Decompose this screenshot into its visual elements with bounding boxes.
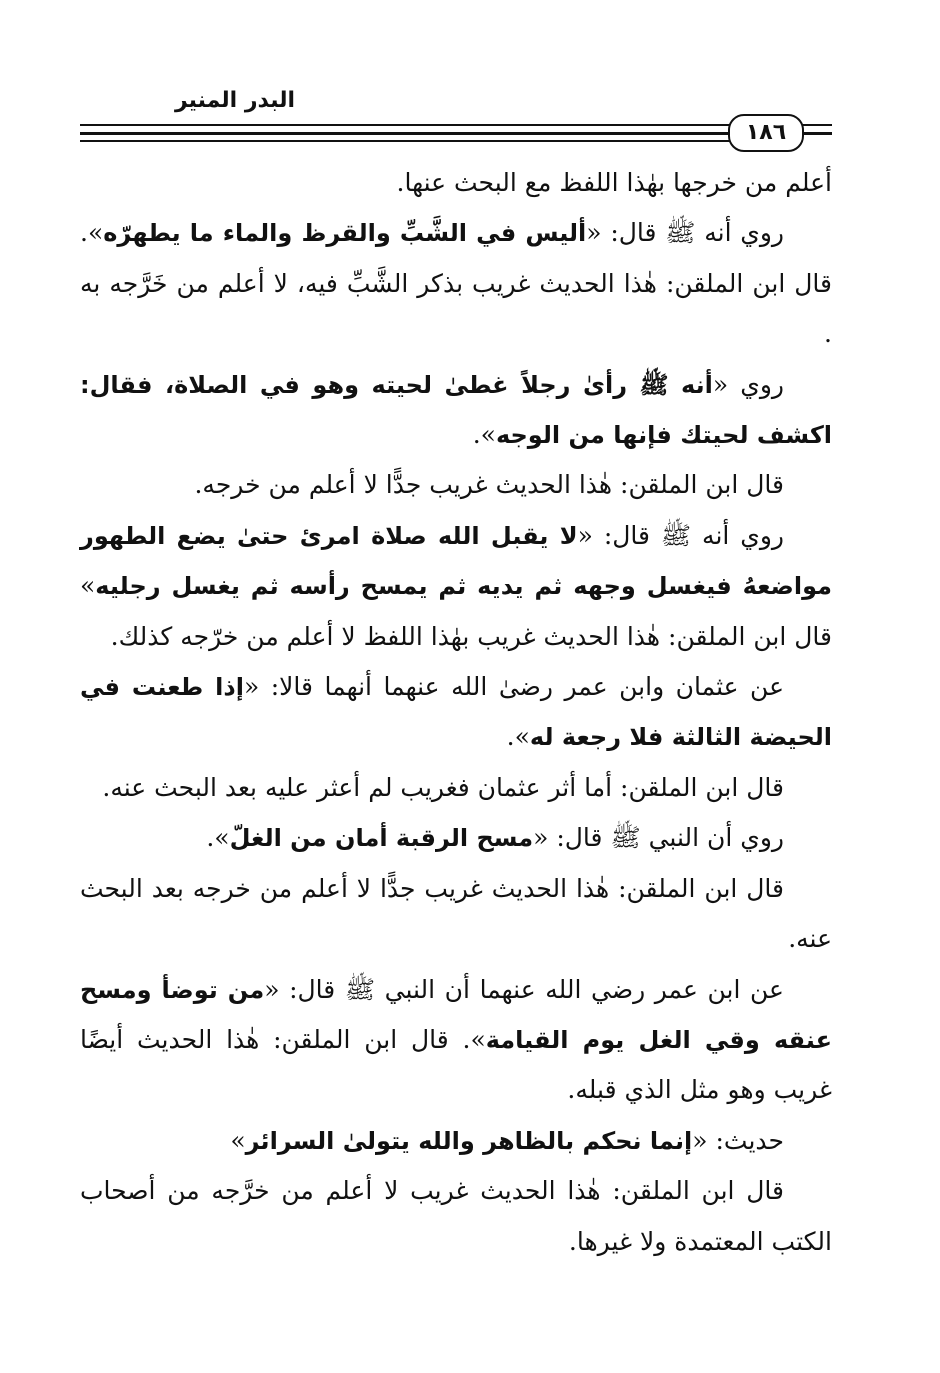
paragraph-text: أعلم من خرجها بهٰذا اللفظ مع البحث عنها. <box>396 168 832 197</box>
paragraph <box>80 511 832 662</box>
hadith-quote: إذا طعنت في الحيضة الثالثة فلا رجعة له <box>80 673 832 752</box>
hadith-quote: من توضأ ومسح عنقه وقي الغل يوم القيامة <box>80 975 832 1054</box>
paragraph-text: روي « <box>712 369 784 399</box>
hadith-quote: أنه ﷺ رأىٰ رجلاً غطىٰ لحيته وهو في الصلاة، فقال: اكشف لحيتك فإنها من الوجه <box>80 370 832 450</box>
paragraph-text: ». <box>206 823 230 853</box>
paragraph-text: قال ابن الملقن: هٰذا الحديث غريب جدًّا لا أعلم من خرجه. <box>194 470 784 500</box>
hadith-quote: إنما نحكم بالظاهر والله يتولىٰ السرائر <box>245 1126 693 1155</box>
paragraph-text: ». قال ابن الملقن: هٰذا الحديث أيضًا غريب وهو مثل الذي قبله. <box>80 1024 832 1105</box>
header-rule <box>80 124 730 126</box>
paragraph-text: قال ابن الملقن: أما أثر عثمان فغريب لم أعثر عليه بعد البحث عنه. <box>102 772 784 802</box>
paragraph-text: » قال ابن الملقن: هٰذا الحديث غريب بهٰذا اللفظ لا أعلم من خرّجه كذلك. <box>80 571 832 651</box>
header-rule <box>80 132 730 135</box>
hadith-quote: مسح الرقبة أمان من الغلّ <box>229 824 534 853</box>
paragraph-text: روي أنه ﷺ قال: « <box>577 520 784 550</box>
page-number: ١٨٦ <box>728 114 804 152</box>
page-body <box>80 158 832 1267</box>
hadith-quote: أليس في الشَّبِّ والقرظ والماء ما يطهرّه <box>103 219 587 248</box>
paragraph-text: عن ابن عمر رضي الله عنهما أن النبي ﷺ قال: « <box>264 974 784 1004</box>
paragraph-text: ». <box>472 420 496 450</box>
paragraph <box>80 763 832 813</box>
paragraph <box>80 158 832 208</box>
paragraph-text: حديث: « <box>692 1125 784 1155</box>
paragraph <box>80 813 832 863</box>
paragraph <box>80 208 832 359</box>
paragraph-text: قال ابن الملقن: هٰذا الحديث غريب لا أعلم من خرَّجه من أصحاب الكتب المعتمدة ولا غيرها. <box>80 1176 832 1256</box>
paragraph-text: » <box>230 1125 246 1155</box>
paragraph <box>80 864 832 965</box>
paragraph-text: عن عثمان وابن عمر رضىٰ الله عنهما أنهما قالا: « <box>243 672 784 702</box>
header-rule <box>80 140 730 142</box>
paragraph-text: ». قال ابن الملقن: هٰذا الحديث غريب بذكر الشَّبِّ فيه، لا أعلم من خَرَّجه به . <box>80 218 832 349</box>
paragraph <box>80 1116 832 1166</box>
paragraph <box>80 360 832 461</box>
paragraph <box>80 1166 832 1267</box>
paragraph-text: قال ابن الملقن: هٰذا الحديث غريب جدًّا لا أعلم من خرجه بعد البحث عنه. <box>80 873 832 954</box>
paragraph <box>80 460 832 510</box>
paragraph-text: روي أن النبي ﷺ قال: « <box>533 823 784 853</box>
paragraph-text: ». <box>506 722 530 752</box>
hadith-quote: لا يقبل الله صلاة امرئ حتىٰ يضع الطهور مواضعهُ فيغسل وجهه ثم يديه ثم يمسح رأسه ثم يغسل رجليه <box>80 521 832 601</box>
page-header <box>80 82 832 145</box>
paragraph-text: روي أنه ﷺ قال: « <box>586 218 784 248</box>
paragraph <box>80 662 832 763</box>
running-title: البدر المنير <box>175 88 296 113</box>
paragraph <box>80 965 832 1116</box>
